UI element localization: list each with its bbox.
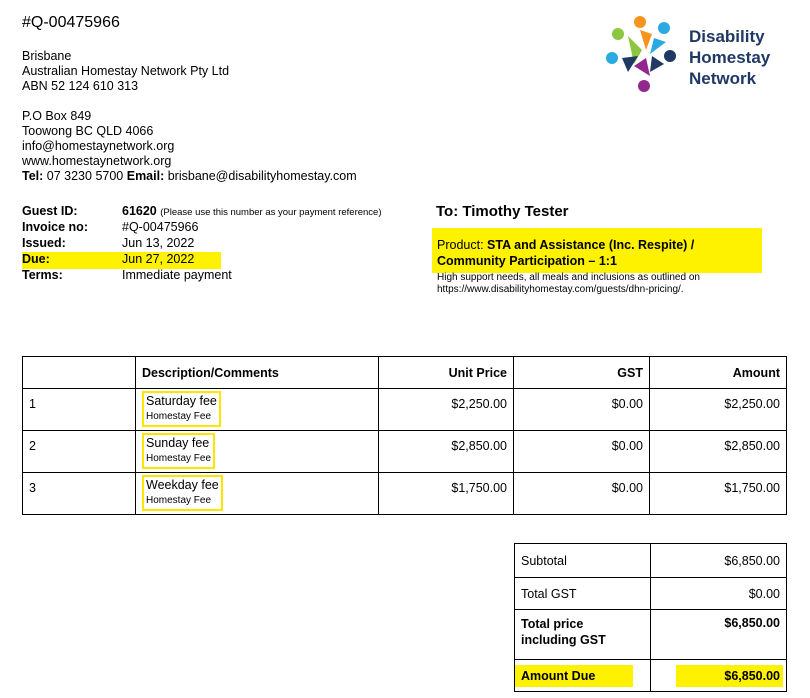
- row-gst: $0.00: [514, 389, 650, 431]
- description-sub: Homestay Fee: [146, 453, 212, 464]
- col-number-header: [23, 357, 136, 389]
- row-amount: $2,250.00: [650, 389, 787, 431]
- subtotal-value: $6,850.00: [651, 544, 787, 578]
- col-unit-price-header: Unit Price: [379, 357, 514, 389]
- row-description: [136, 431, 379, 473]
- guest-id-note: (Please use this number as your payment reference): [160, 207, 382, 218]
- guest-id-value: [122, 204, 382, 218]
- invoice-no-label: Invoice no:: [22, 220, 88, 234]
- company-po-box: P.O Box 849: [22, 109, 92, 123]
- total-price-label: [515, 610, 651, 660]
- amount-due-value-cell: [651, 660, 787, 692]
- issued-label: Issued:: [22, 236, 66, 250]
- row-unit-price: $2,850.00: [379, 431, 514, 473]
- amount-due-label: Amount Due: [515, 665, 633, 687]
- guest-id-label: Guest ID:: [22, 204, 78, 218]
- company-website: www.homestaynetwork.org: [22, 154, 172, 168]
- logo-line-3: Network: [689, 69, 757, 88]
- description-sub: Homestay Fee: [146, 495, 212, 506]
- row-gst: $0.00: [514, 431, 650, 473]
- col-gst-header: GST: [514, 357, 650, 389]
- description-highlight: [142, 433, 215, 469]
- total-gst-row: [515, 578, 787, 610]
- due-value: Jun 27, 2022: [122, 252, 195, 266]
- company-name: Australian Homestay Network Pty Ltd: [22, 64, 230, 78]
- invoice-number: #Q-00475966: [22, 14, 120, 31]
- total-price-label-line-1: Total price: [521, 617, 584, 631]
- description-main: Saturday fee: [146, 394, 217, 408]
- company-phone-line: [22, 169, 357, 184]
- logo-line-1: Disability: [689, 27, 765, 46]
- subtotal-row: [515, 544, 787, 578]
- row-description: [136, 473, 379, 515]
- description-main: Weekday fee: [146, 478, 219, 492]
- description-main: Sunday fee: [146, 436, 210, 450]
- row-number: 3: [23, 473, 136, 515]
- due-label: Due:: [22, 252, 50, 266]
- row-gst: $0.00: [514, 473, 650, 515]
- table-row: [23, 389, 787, 431]
- logo-text: [689, 26, 770, 89]
- product-note-line-1: High support needs, all meals and inclusions as outlined on: [437, 272, 700, 283]
- company-contact: [22, 109, 357, 184]
- subtotal-label: Subtotal: [515, 544, 651, 578]
- description-sub: Homestay Fee: [146, 411, 212, 422]
- company-suburb: Toowong BC QLD 4066: [22, 124, 154, 138]
- product-text: [437, 237, 694, 269]
- product-name-line-2: Community Participation – 1:1: [437, 254, 617, 268]
- product-name-line-1: STA and Assistance (Inc. Respite) /: [487, 238, 695, 252]
- total-price-label-line-2: including GST: [521, 633, 606, 647]
- col-description-header: Description/Comments: [136, 357, 379, 389]
- table-row: [23, 473, 787, 515]
- row-number: 2: [23, 431, 136, 473]
- company-city: Brisbane: [22, 49, 72, 63]
- description-highlight: [142, 391, 221, 427]
- totals-table: [514, 543, 787, 692]
- email-value: brisbane@disabilityhomestay.com: [167, 169, 357, 183]
- email-label: Email:: [126, 169, 165, 183]
- company-abn: ABN 52 124 610 313: [22, 79, 139, 93]
- total-price-row: [515, 610, 787, 660]
- total-gst-value: $0.00: [651, 578, 787, 610]
- terms-label: Terms:: [22, 268, 63, 282]
- tel-label: Tel:: [22, 169, 44, 183]
- row-description: [136, 389, 379, 431]
- product-label: Product:: [437, 238, 484, 252]
- logo-figures-icon: [604, 14, 686, 96]
- product-note: [437, 272, 700, 296]
- row-unit-price: $2,250.00: [379, 389, 514, 431]
- row-number: 1: [23, 389, 136, 431]
- tel-value: 07 3230 5700: [46, 169, 124, 183]
- amount-due-label-cell: [515, 660, 651, 692]
- row-amount: $2,850.00: [650, 431, 787, 473]
- invoice-no-value: #Q-00475966: [122, 220, 199, 234]
- issued-value: Jun 13, 2022: [122, 236, 195, 250]
- product-highlight: [432, 228, 762, 273]
- items-table: [22, 356, 787, 515]
- amount-due-row: [515, 660, 787, 692]
- total-price-value: $6,850.00: [651, 610, 787, 660]
- amount-due-value: $6,850.00: [676, 665, 783, 687]
- recipient: To: Timothy Tester: [436, 203, 569, 220]
- due-row: [22, 252, 221, 269]
- product-note-line-2: https://www.disabilityhomestay.com/guests/dhn-pricing/.: [437, 284, 684, 295]
- logo-line-2: Homestay: [689, 48, 771, 67]
- table-row: [23, 431, 787, 473]
- items-header-row: [23, 357, 787, 389]
- company-address: [22, 49, 229, 94]
- guest-id: 61620: [122, 204, 157, 218]
- col-amount-header: Amount: [650, 357, 787, 389]
- row-amount: $1,750.00: [650, 473, 787, 515]
- terms-value: Immediate payment: [122, 268, 232, 282]
- row-unit-price: $1,750.00: [379, 473, 514, 515]
- description-highlight: [142, 475, 223, 511]
- company-email-info: info@homestaynetwork.org: [22, 139, 175, 153]
- logo: [604, 14, 804, 96]
- total-gst-label: Total GST: [515, 578, 651, 610]
